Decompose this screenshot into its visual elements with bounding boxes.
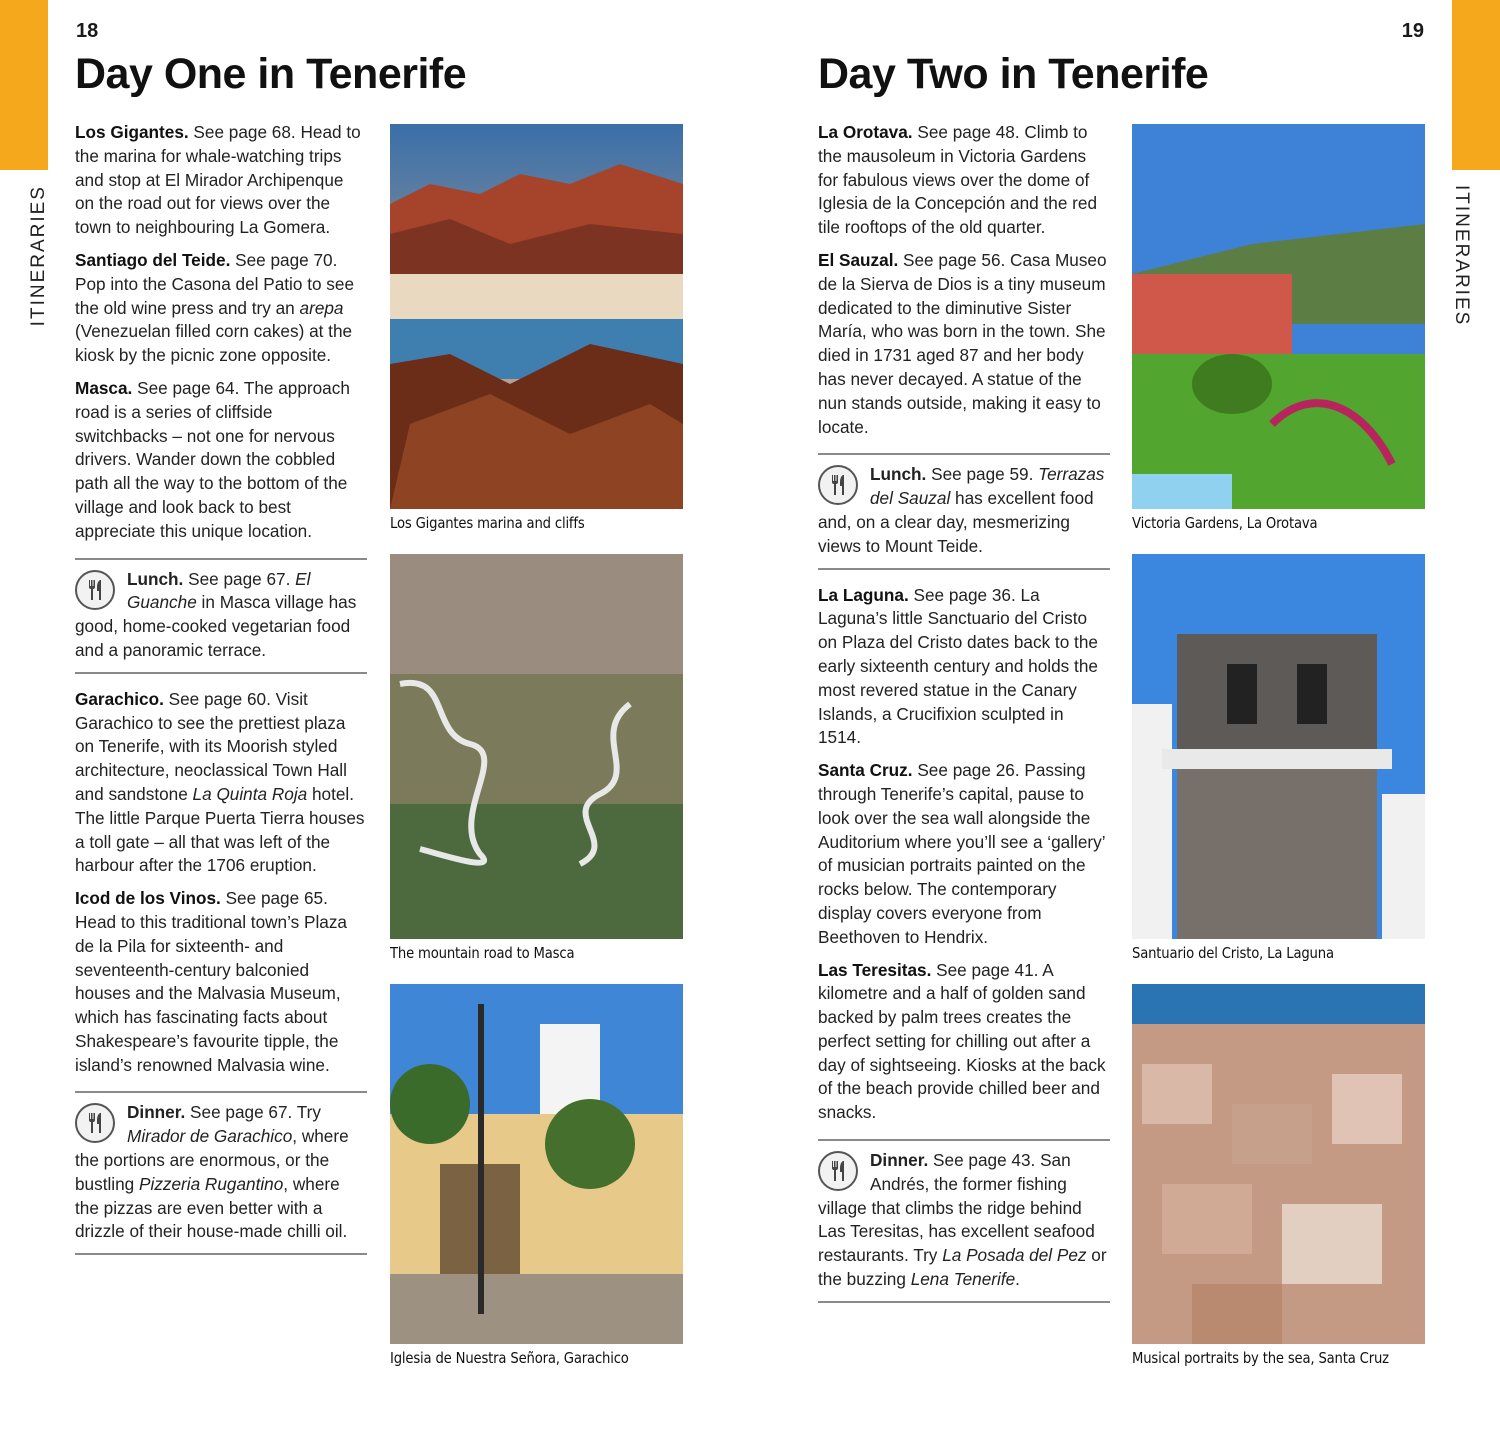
caption-santuario-del-cristo: Santuario del Cristo, La Laguna: [1132, 944, 1334, 962]
page-number-left: 18: [76, 20, 99, 42]
lunch-text: in Masca village has good, home-cooked vegetarian food and a panoramic terrace.: [75, 592, 357, 660]
entry-italic: La Quinta Roja: [192, 783, 308, 804]
dinner-heading: Dinner.: [127, 1102, 186, 1123]
caption-garachico: Iglesia de Nuestra Señora, Garachico: [390, 1349, 629, 1367]
entry-heading: El Sauzal.: [818, 249, 899, 270]
page-title-right: Day Two in Tenerife: [818, 50, 1209, 98]
entry-text: See page 64. The approach road is a series of cliffside switchbacks – not one for nervous drivers. Wander down the cobbled path all the way to the bottom of the village and look back to best appreciate this unique location.: [75, 377, 350, 541]
lunch-italic: Terrazas del Sauzal: [870, 464, 1105, 509]
entry-text: See page 26. Passing through Tenerife’s capital, pause to look over the sea wall alongside the Auditorium where you’ll see a ‘gallery’ of musician portraits painted on the rocks below. The contemporary display covers everyone from Beethoven to Hendrix.: [818, 760, 1105, 947]
entry-text: See page 41. A kilometre and a half of golden sand backed by palm trees creates the perfect setting for chilling out after a day of sightseeing. Kiosks at the back of the beach provide chilled beer and snacks.: [818, 959, 1106, 1123]
entry-heading: Santa Cruz.: [818, 760, 913, 781]
lunch-heading: Lunch.: [870, 464, 927, 485]
entry-text: (Venezuelan filled corn cakes) at the kiosk by the picnic zone opposite.: [75, 321, 353, 366]
dinner-italic: Mirador de Garachico: [127, 1126, 293, 1147]
fork-knife-icon: [75, 1103, 115, 1143]
dinner-box-right: [818, 1139, 1110, 1303]
entry-santiago-del-teide: [75, 249, 367, 368]
lunch-text: See page 59.: [926, 464, 1039, 485]
section-label-left: ITINERARIES: [28, 185, 49, 327]
section-tab-left: [0, 0, 48, 170]
dinner-heading: Dinner.: [870, 1150, 929, 1171]
entry-la-laguna: [818, 584, 1110, 751]
lunch-heading: Lunch.: [127, 568, 184, 589]
entry-heading: La Laguna.: [818, 584, 909, 605]
entry-las-teresitas: [818, 959, 1110, 1126]
dinner-text: or the buzzing: [818, 1245, 1107, 1290]
photo-musical-portraits: [1132, 984, 1425, 1344]
dinner-text: , where the portions are enormous, or the bustling: [75, 1126, 349, 1194]
dinner-box-left: [75, 1091, 367, 1255]
figure-santuario-del-cristo: [1132, 554, 1425, 962]
entry-heading: Las Teresitas.: [818, 959, 932, 980]
entry-los-gigantes: [75, 121, 367, 240]
entry-garachico: [75, 688, 367, 878]
entry-la-orotava: [818, 121, 1110, 240]
entry-text: See page 60. Visit Garachico to see the prettiest plaza on Tenerife, with its Moorish styled architecture, neoclassical Town Hall and sandstone: [75, 688, 347, 804]
figure-musical-portraits: [1132, 984, 1425, 1367]
dinner-italic: Lena Tenerife: [910, 1269, 1016, 1290]
lunch-italic: El Guanche: [127, 568, 311, 613]
figure-masca-road: [390, 554, 683, 962]
text-column-right: [818, 121, 1110, 1317]
entry-text: See page 36. La Laguna’s little Sanctuario del Cristo on Plaza del Cristo dates back to the early sixteenth century and holds the most revered statue in the Canary Islands, a Crucifixion sculpted in 1514.: [818, 584, 1098, 748]
lunch-box-left: [75, 558, 367, 674]
entry-text: See page 65. Head to this traditional town’s Plaza de la Pila for sixteenth- and seventeenth-century balconied houses and the Malvasia Museum, which has fascinating facts about Shakespeare’s favourite tipple, the island’s renowned Malvasia wine.: [75, 888, 347, 1075]
figure-los-gigantes: [390, 124, 683, 532]
dinner-italic: Pizzeria Rugantino: [139, 1173, 284, 1194]
entry-heading: Icod de los Vinos.: [75, 888, 221, 909]
dinner-italic: La Posada del Pez: [942, 1245, 1087, 1266]
photo-garachico: [390, 984, 683, 1344]
lunch-box-right: [818, 453, 1110, 569]
caption-victoria-gardens: Victoria Gardens, La Orotava: [1132, 514, 1318, 532]
entry-heading: Los Gigantes.: [75, 122, 189, 142]
entry-heading: Garachico.: [75, 688, 164, 709]
entry-el-sauzal: [818, 249, 1110, 439]
entry-masca: [75, 377, 367, 544]
entry-text: See page 68. Head to the marina for whale-watching trips and stop at El Mirador Archipenque on the road out for views over the town to neighbouring La Gomera.: [75, 122, 361, 238]
figure-victoria-gardens: [1132, 124, 1425, 532]
dinner-text: .: [1015, 1269, 1020, 1290]
entry-text: See page 56. Casa Museo de la Sierva de Dios is a tiny museum dedicated to the diminutive Sister María, who was born in the town. She died in 1731 aged 87 and her body has never decayed. A statue of the nun stands outside, making it easy to locate.: [818, 249, 1107, 437]
section-label-right: ITINERARIES: [1451, 185, 1472, 327]
photo-santuario-del-cristo: [1132, 554, 1425, 939]
section-tab-right: [1452, 0, 1500, 170]
fork-knife-icon: [818, 465, 858, 505]
photo-los-gigantes: [390, 124, 683, 509]
entry-text: hotel. The little Parque Puerta Tierra houses a toll gate – all that was left of the harbour after the 1706 eruption.: [75, 783, 365, 876]
page-title-left: Day One in Tenerife: [75, 50, 467, 98]
fork-knife-icon: [75, 570, 115, 610]
entry-text: See page 48. Climb to the mausoleum in Victoria Gardens for fabulous views over the dome of Iglesia de la Concepción and the red tile rooftops of the old quarter.: [818, 122, 1098, 238]
text-column-left: [75, 121, 367, 1269]
lunch-text: See page 67.: [183, 568, 296, 589]
entry-italic: arepa: [299, 297, 344, 318]
photo-victoria-gardens: [1132, 124, 1425, 509]
lunch-text: has excellent food and, on a clear day, mesmerizing views to Mount Teide.: [818, 488, 1094, 556]
entry-text: See page 70. Pop into the Casona del Patio to see the old wine press and try an: [75, 249, 355, 318]
entry-heading: Masca.: [75, 377, 133, 398]
photo-masca-road: [390, 554, 683, 939]
caption-los-gigantes: Los Gigantes marina and cliffs: [390, 514, 585, 532]
page-number-right: 19: [1401, 20, 1424, 42]
entry-icod-de-los-vinos: [75, 887, 367, 1077]
entry-santa-cruz: [818, 759, 1110, 949]
figure-garachico: [390, 984, 683, 1367]
entry-heading: La Orotava.: [818, 122, 913, 142]
dinner-text: , where the pizzas are even better with a drizzle of their house-made chilli oil.: [75, 1173, 348, 1242]
caption-masca-road: The mountain road to Masca: [390, 944, 575, 962]
caption-musical-portraits: Musical portraits by the sea, Santa Cruz: [1132, 1349, 1389, 1367]
fork-knife-icon: [818, 1151, 858, 1191]
entry-heading: Santiago del Teide.: [75, 249, 231, 270]
dinner-text: See page 67. Try: [185, 1102, 321, 1123]
dinner-text: See page 43. San Andrés, the former fishing village that climbs the ridge behind Las Teresitas, has excellent seafood restaurants. Try: [818, 1150, 1095, 1266]
